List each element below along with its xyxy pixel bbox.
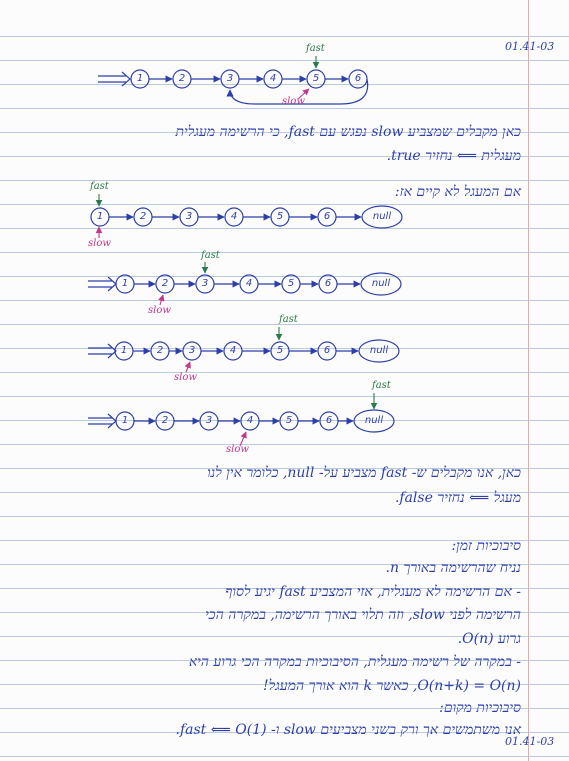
time-complexity-heading: סיבוכיות זמן: <box>451 538 521 554</box>
time-line-2: - אם הרשימה לא מעגלית, אזי המצביע fast יגיע לסוף <box>225 584 521 600</box>
time-line-1: נניח שהרשימה באורך n. <box>385 560 521 576</box>
step4-slow-label: slow <box>226 444 249 455</box>
space-complexity-heading: סיבוכיות מקום: <box>439 700 521 716</box>
null-explanation-line1: כאן, אנו מקבלים ש- fast מצביע על- null, כלומר אין לנו <box>207 465 521 481</box>
cycle-explanation-line2: מעגלית ⟸ נחזיר true. <box>386 148 521 164</box>
cycle-slow-label: slow <box>282 96 305 107</box>
page-date-bottom: 01.41-03 <box>505 735 555 748</box>
cycle-node-label: 5 <box>312 73 320 84</box>
step3-fast-label: fast <box>279 314 298 325</box>
step3-node-label: 4 <box>229 345 237 356</box>
time-line-4: גרוע O(n). <box>457 631 521 647</box>
step2-node-label: 4 <box>245 278 253 289</box>
cycle-fast-label: fast <box>306 43 325 54</box>
page-date-top: 01.41-03 <box>505 40 555 53</box>
step3-node-label: 5 <box>276 345 284 356</box>
step2-node-label: 2 <box>161 278 169 289</box>
step2-node-label: 1 <box>121 278 129 289</box>
step1-node-label: 2 <box>139 211 147 222</box>
step3-diagram <box>88 340 399 362</box>
step2-fast-label: fast <box>201 250 220 261</box>
step1-null-label: null <box>372 211 392 222</box>
step4-diagram <box>88 410 394 432</box>
no-cycle-heading: אם המעגל לא קיים אז: <box>394 184 521 200</box>
step2-slow-label: slow <box>148 305 171 316</box>
step1-node-label: 4 <box>230 211 238 222</box>
step1-node-label: 1 <box>96 211 104 222</box>
step2-node-label: 3 <box>201 278 209 289</box>
step4-null-label: null <box>364 415 384 426</box>
start-double-arrow <box>98 76 126 82</box>
cycle-explanation-line1: כאן מקבלים שמצביע slow נפגש עם fast, כי הרשימה מעגלית <box>175 124 521 140</box>
cycle-node-label: 2 <box>178 73 186 84</box>
step3-slow-label: slow <box>174 372 197 383</box>
step2-null-label: null <box>371 278 391 289</box>
cycle-node-label: 3 <box>226 73 234 84</box>
step1-node-label: 3 <box>185 211 193 222</box>
step2-node-label: 6 <box>324 278 332 289</box>
step1-fast-label: fast <box>90 181 109 192</box>
cycle-node-label: 4 <box>269 73 277 84</box>
time-line-5: - במקרה של רשימה מעגלית, הסיבוכיות במקרה הכי גרוע היא <box>188 654 521 670</box>
space-line-1: אנו משתמשים אך ורק בשני מצביעים slow ו- fast ⟸ O(1). <box>175 722 521 738</box>
step4-fast-label: fast <box>372 380 391 391</box>
step4-node-label: 4 <box>246 415 254 426</box>
time-line-6: O(n+k) = O(n), כאשר k הוא אורך המעגל! <box>262 678 521 694</box>
time-line-3: הרשימה לפני slow, וזה תלוי באורך הרשימה, במקרה הכי <box>205 607 521 623</box>
step4-node-label: 6 <box>325 415 333 426</box>
step4-node-label: 5 <box>285 415 293 426</box>
step4-node-label: 2 <box>161 415 169 426</box>
cycle-node-label: 1 <box>136 73 144 84</box>
step3-null-label: null <box>369 345 389 356</box>
cycle-node-label: 6 <box>354 73 362 84</box>
step1-node-label: 6 <box>323 211 331 222</box>
step1-node-label: 5 <box>276 211 284 222</box>
step4-node-label: 3 <box>205 415 213 426</box>
step2-node-label: 5 <box>287 278 295 289</box>
step4-node-label: 1 <box>121 415 129 426</box>
step3-node-label: 6 <box>323 345 331 356</box>
step3-node-label: 1 <box>120 345 128 356</box>
step3-node-label: 2 <box>156 345 164 356</box>
step3-node-label: 3 <box>188 345 196 356</box>
null-explanation-line2: מעגל ⟸ נחזיר false. <box>394 490 521 506</box>
step1-slow-label: slow <box>88 238 111 249</box>
